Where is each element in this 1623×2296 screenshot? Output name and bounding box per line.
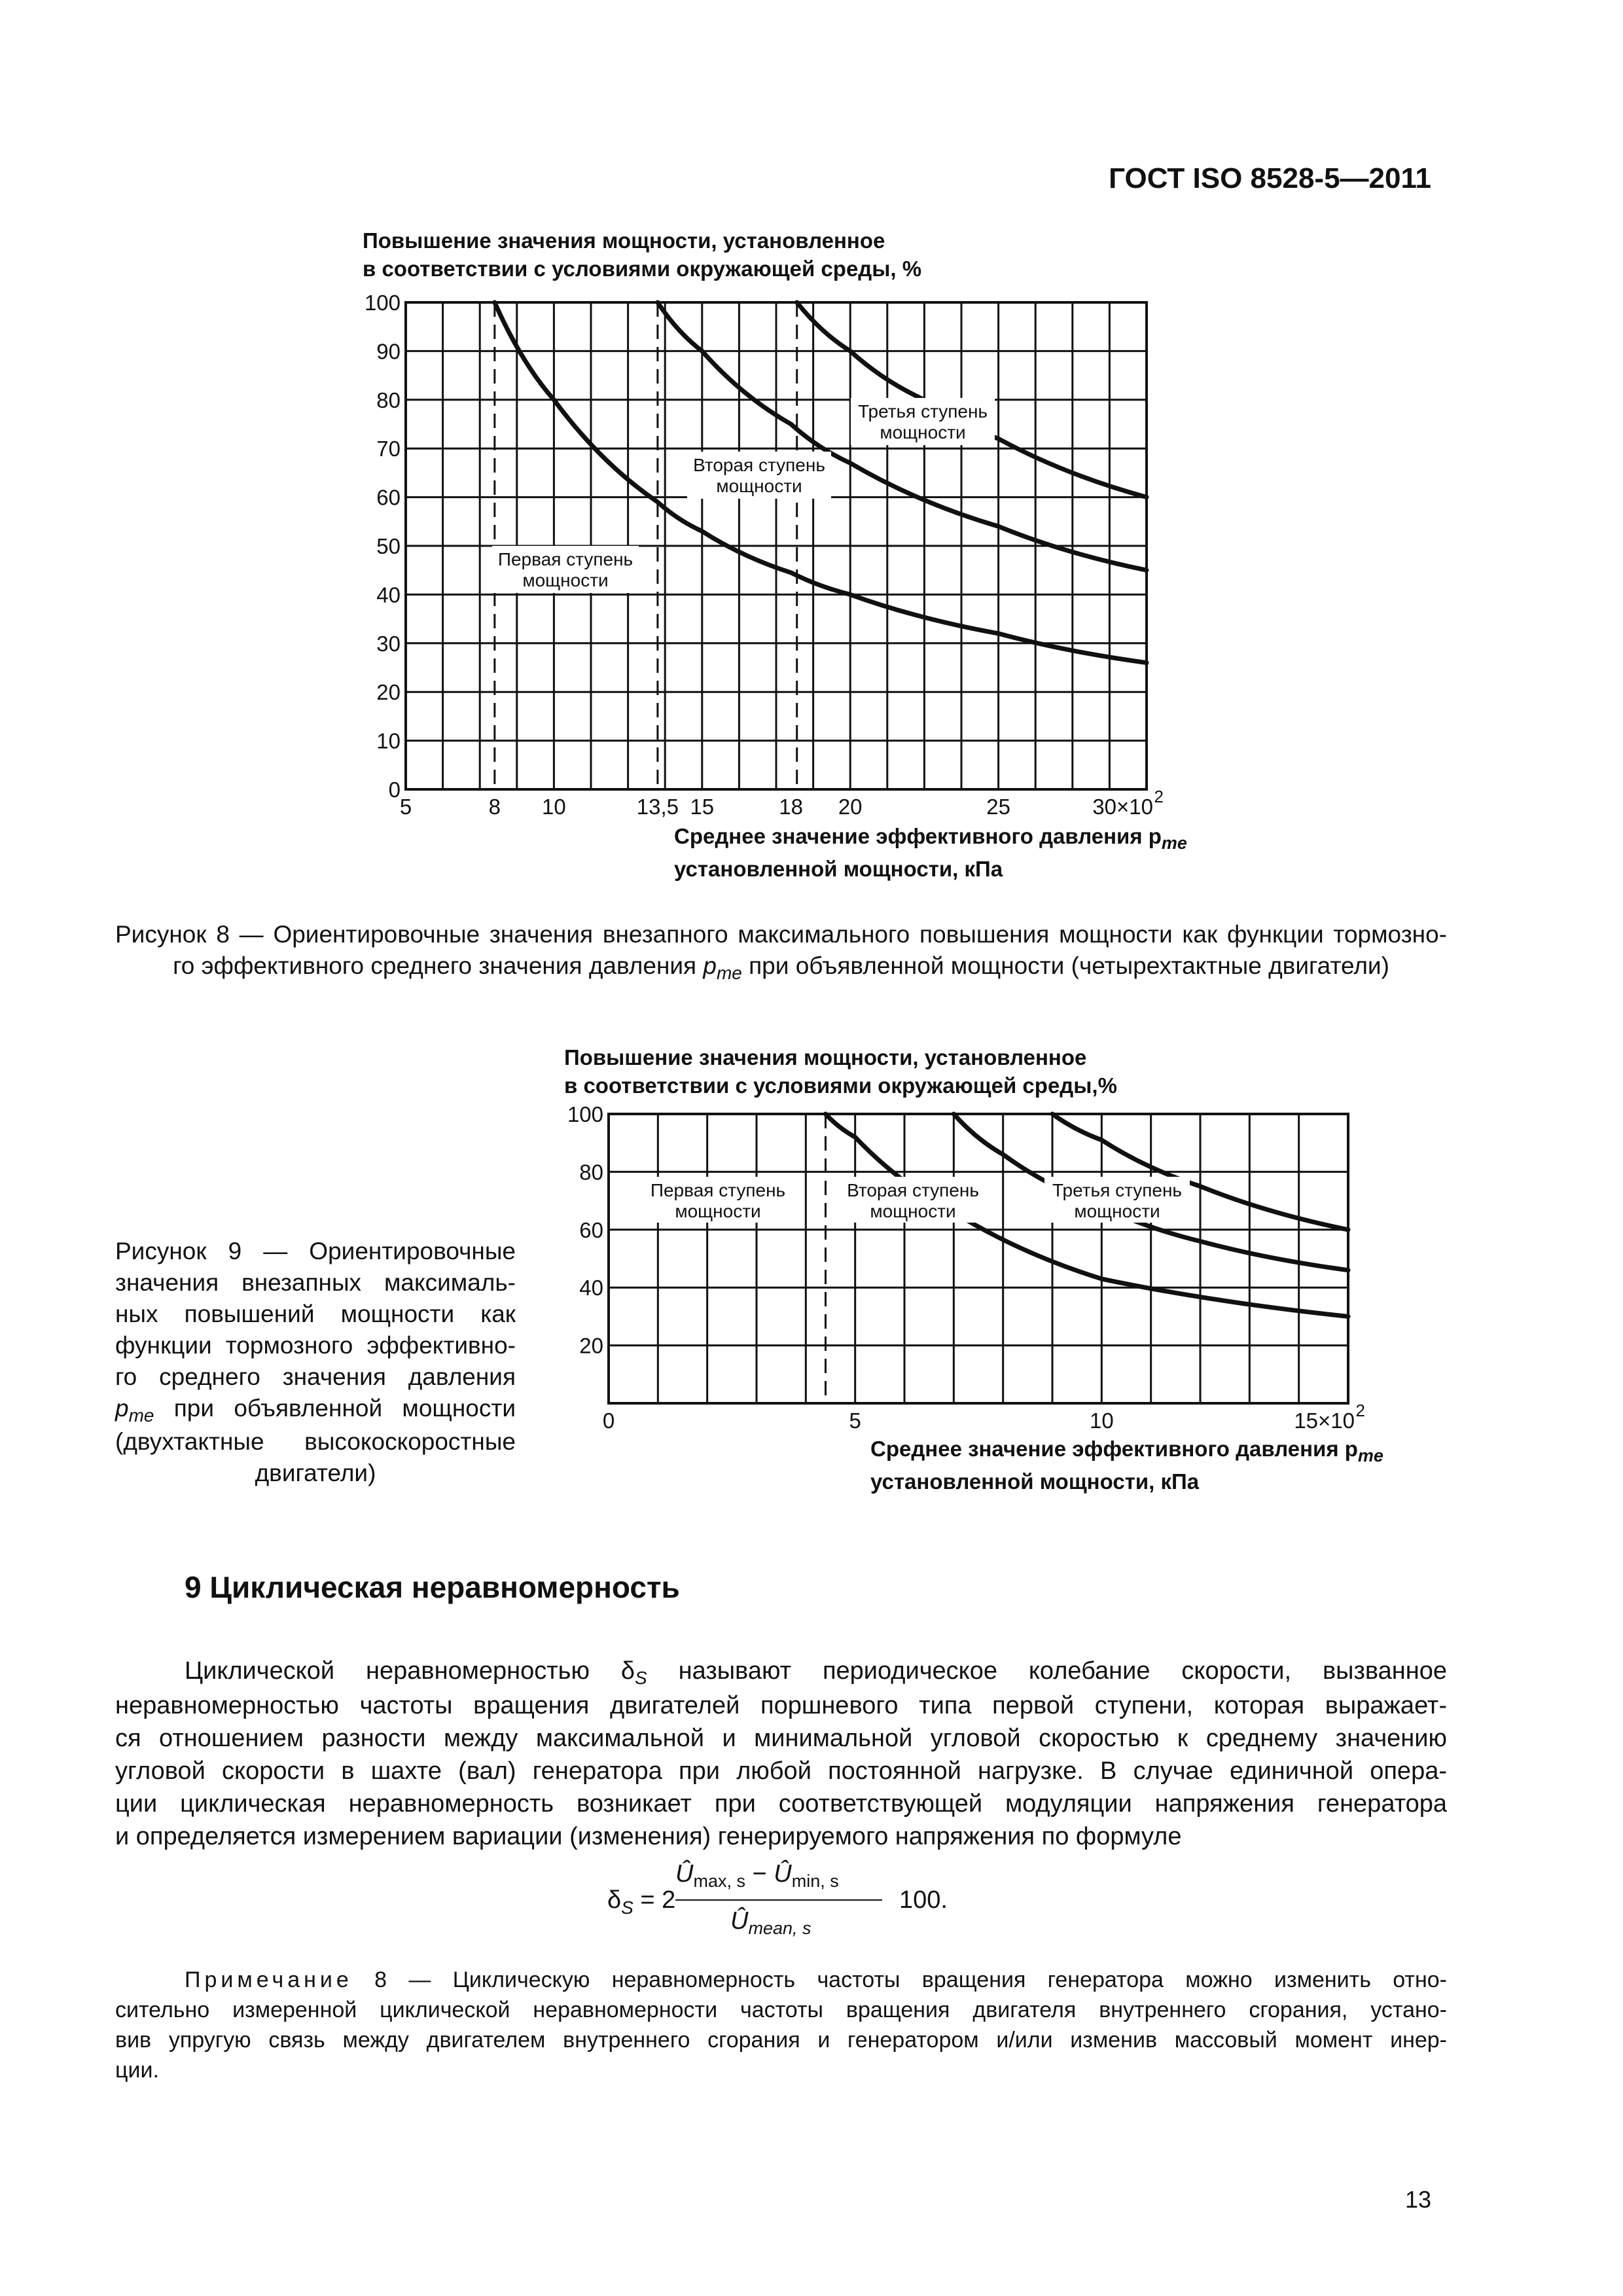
figure8-xlabel: Среднее значение эффективного давления $p_{me}$ установленной мощности, кПа xyxy=(674,824,1187,881)
figure8-ylabel: Повышение значения мощности, установленное в соответствии с условиями окружающей среды, % xyxy=(363,228,922,281)
y-tick-label: 60 xyxy=(376,485,401,510)
y-tick-label: 30 xyxy=(376,631,401,656)
series-label-1: Первая ступень xyxy=(497,549,633,569)
figure8-caption: Рисунок 8 — Ориентировочные значения внезапного максимального повышения мощности как функции тормозно- го эффективного среднего значения давления $p_{me}$ при объявленной мощности (четырехтактные двигатели) xyxy=(115,921,1447,983)
x-tick-label: 5 xyxy=(849,1408,861,1433)
y-tick-label: 80 xyxy=(579,1160,603,1185)
figure8-chart xyxy=(340,288,1270,890)
series-label-2: мощности xyxy=(716,476,802,496)
figure9-ylabel: Повышение значения мощности, установленное в соответствии с условиями окружающей среды,% xyxy=(564,1045,1117,1098)
series-label-3: мощности xyxy=(880,422,966,442)
x-tick-power: 2 xyxy=(1154,787,1164,806)
page-number: 13 xyxy=(1404,2186,1431,2213)
x-tick-label: 15×10 xyxy=(1294,1408,1355,1433)
figure9-xlabel: Среднее значение эффективного давления $p_{me}$ установленной мощности, кПа xyxy=(870,1437,1383,1494)
series-label-1: мощности xyxy=(522,570,609,590)
x-tick-label: 13,5 xyxy=(636,795,679,819)
figure9-caption: Рисунок 9 — Ориентировочные значения внезапных максималь- ных повышений мощности как функции тормозного эффективно- го среднего значения давления $p_{me}$ при объявленной мощности (двухтактные высокоскоростные двигатели) xyxy=(115,1238,516,1486)
document-id: ГОСТ ISO 8528-5—2011 xyxy=(1109,162,1431,194)
x-tick-label: 10 xyxy=(1089,1408,1114,1433)
x-tick-label: 20 xyxy=(838,795,863,819)
x-tick-power: 2 xyxy=(1355,1401,1365,1420)
y-tick-label: 20 xyxy=(376,680,401,705)
x-tick-label: 15 xyxy=(690,795,715,819)
x-tick-label: 5 xyxy=(399,795,412,819)
x-tick-label: 25 xyxy=(986,795,1010,819)
series-label-1: мощности xyxy=(675,1201,761,1221)
x-tick-label: 8 xyxy=(488,795,501,819)
y-tick-label: 40 xyxy=(579,1276,603,1300)
plot-frame xyxy=(609,1114,1348,1403)
series-label-2: мощности xyxy=(870,1201,956,1221)
series-label-2: Вторая ступень xyxy=(693,455,825,475)
section-title: 9 Циклическая неравномерность xyxy=(185,1570,680,1604)
y-tick-label: 10 xyxy=(376,728,401,753)
series-label-2: Вторая ступень xyxy=(847,1180,979,1200)
y-tick-label: 50 xyxy=(376,534,401,558)
series-label-3: Третья ступень xyxy=(1052,1180,1183,1200)
y-tick-label: 100 xyxy=(567,1102,603,1126)
formula: $\delta_S = 2$ $Û_{max, s}$ − $Û_{min, s}$ $Û_{mean, s}$ 100. xyxy=(607,1860,948,1938)
y-tick-label: 70 xyxy=(376,437,401,461)
y-tick-label: 20 xyxy=(579,1333,603,1358)
x-tick-label: 18 xyxy=(779,795,803,819)
fraction-bar xyxy=(675,1899,882,1901)
section-paragraph: Циклической неравномерностью $\delta_S$ называют периодическое колебание скорости, вызванное неравномерностью частоты вращения двигателей поршневого типа первой ступени, которая выражает- ся отношением разности между максимальной и минимальной угловой скоростью к среднему значению угловой скорости в шахте (вал) генератора при любой постоянной нагрузке. В случае единичной опера- ции циклическая неравномерность возникает при соответствующей модуляции напряжения генератора и определяется измерением вариации (изменения) генерируемого напряжения по формуле xyxy=(115,1657,1448,1850)
x-tick-label: 0 xyxy=(602,1408,615,1433)
x-tick-label: 30×10 xyxy=(1092,795,1153,819)
figure9-chart xyxy=(563,1100,1433,1440)
y-tick-label: 40 xyxy=(376,583,401,607)
y-tick-label: 0 xyxy=(388,778,401,802)
x-tick-label: 10 xyxy=(542,795,566,819)
note: Примечание 8 — Циклическую неравномерность частоты вращения генератора можно изменить отно- сительно измеренной циклической неравномерности частоты вращения двигателя внутреннего сгорания, устано- вив упругую связь между двигателем внутреннего сгорания и генератором и/или изменив массовый момент инер- ции. xyxy=(115,1967,1447,2083)
y-tick-label: 90 xyxy=(376,339,401,364)
y-tick-label: 100 xyxy=(364,291,401,315)
y-tick-label: 80 xyxy=(376,387,401,412)
y-tick-label: 60 xyxy=(579,1217,603,1242)
series-label-3: Третья ступень xyxy=(857,401,988,422)
series-label-3: мощности xyxy=(1074,1201,1160,1221)
series-label-1: Первая ступень xyxy=(650,1180,786,1200)
